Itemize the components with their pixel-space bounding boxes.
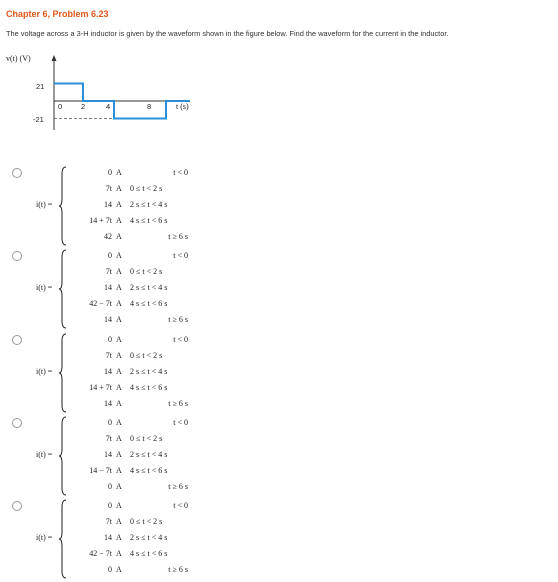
piecewise-row xyxy=(60,450,210,466)
current-unit: A xyxy=(116,283,122,292)
current-function-label: i(t) = xyxy=(36,533,53,542)
time-condition: t < 0 xyxy=(173,418,188,427)
time-condition: 4 s ≤ t < 6 s xyxy=(130,299,168,308)
current-unit: A xyxy=(116,335,122,344)
piecewise-row xyxy=(60,200,210,216)
y-tick-21: 21 xyxy=(36,82,45,91)
time-condition: 4 s ≤ t < 6 s xyxy=(130,383,168,392)
time-condition: 4 s ≤ t < 6 s xyxy=(130,216,168,225)
time-condition: t < 0 xyxy=(173,251,188,260)
current-expression: 14 xyxy=(104,200,112,209)
current-expression: 0 xyxy=(108,335,112,344)
current-expression: 7t xyxy=(105,351,112,360)
current-unit: A xyxy=(116,549,122,558)
piecewise-row xyxy=(60,232,210,248)
answer-option[interactable] xyxy=(0,164,558,248)
current-expression: 14 xyxy=(104,399,112,408)
piecewise-row xyxy=(60,466,210,482)
time-condition: t < 0 xyxy=(173,168,188,177)
piecewise-row xyxy=(60,482,210,498)
current-unit: A xyxy=(116,367,122,376)
current-function-label: i(t) = xyxy=(36,200,53,209)
time-condition: 0 ≤ t < 2 s xyxy=(130,267,163,276)
current-expression: 0 xyxy=(108,168,112,177)
current-unit: A xyxy=(116,450,122,459)
chapter-problem-title: Chapter 6, Problem 6.23 xyxy=(6,9,109,19)
time-condition: 2 s ≤ t < 4 s xyxy=(130,450,168,459)
current-unit: A xyxy=(116,517,122,526)
y-axis-arrow xyxy=(52,55,57,61)
piecewise-row xyxy=(60,283,210,299)
current-expression: 14 xyxy=(104,533,112,542)
piecewise-row xyxy=(60,184,210,200)
current-expression: 7t xyxy=(105,434,112,443)
current-expression: 14 + 7t xyxy=(89,383,112,392)
option-radio-button[interactable] xyxy=(12,501,22,511)
current-unit: A xyxy=(116,184,122,193)
problem-statement: The voltage across a 3-H inductor is given by the waveform shown in the figure below. Find the waveform for the current in the inductor. xyxy=(6,29,449,38)
piecewise-row xyxy=(60,315,210,331)
current-unit: A xyxy=(116,533,122,542)
current-expression: 14 xyxy=(104,367,112,376)
current-unit: A xyxy=(116,315,122,324)
time-condition: t ≥ 6 s xyxy=(168,232,188,241)
current-unit: A xyxy=(116,418,122,427)
piecewise-row xyxy=(60,335,210,351)
current-unit: A xyxy=(116,434,122,443)
time-condition: 0 ≤ t < 2 s xyxy=(130,434,163,443)
piecewise-row xyxy=(60,399,210,415)
time-condition: 2 s ≤ t < 4 s xyxy=(130,367,168,376)
current-unit: A xyxy=(116,399,122,408)
answer-option[interactable] xyxy=(0,331,558,415)
time-condition: t ≥ 6 s xyxy=(168,399,188,408)
time-condition: 0 ≤ t < 2 s xyxy=(130,184,163,193)
current-unit: A xyxy=(116,232,122,241)
piecewise-row xyxy=(60,251,210,267)
current-unit: A xyxy=(116,383,122,392)
time-condition: 2 s ≤ t < 4 s xyxy=(130,200,168,209)
current-expression: 0 xyxy=(108,482,112,491)
option-radio-button[interactable] xyxy=(12,418,22,428)
option-radio-button[interactable] xyxy=(12,335,22,345)
piecewise-row xyxy=(60,267,210,283)
current-unit: A xyxy=(116,216,122,225)
time-condition: t < 0 xyxy=(173,501,188,510)
x-tick-0: 0 xyxy=(58,102,63,111)
time-condition: 2 s ≤ t < 4 s xyxy=(130,283,168,292)
voltage-waveform-figure xyxy=(0,0,558,150)
piecewise-row xyxy=(60,549,210,565)
time-condition: 4 s ≤ t < 6 s xyxy=(130,549,168,558)
current-expression: 0 xyxy=(108,251,112,260)
answer-option[interactable] xyxy=(0,497,558,581)
current-unit: A xyxy=(116,168,122,177)
current-function-label: i(t) = xyxy=(36,283,53,292)
current-unit: A xyxy=(116,267,122,276)
time-condition: 0 ≤ t < 2 s xyxy=(130,351,163,360)
current-unit: A xyxy=(116,482,122,491)
current-expression: 7t xyxy=(105,517,112,526)
current-expression: 7t xyxy=(105,184,112,193)
y-axis-label: v(t) (V) xyxy=(6,54,31,63)
option-radio-button[interactable] xyxy=(12,168,22,178)
piecewise-row xyxy=(60,216,210,232)
current-unit: A xyxy=(116,565,122,574)
current-unit: A xyxy=(116,299,122,308)
piecewise-row xyxy=(60,565,210,581)
x-axis-label: t (s) xyxy=(176,102,189,111)
current-expression: 0 xyxy=(108,565,112,574)
current-unit: A xyxy=(116,501,122,510)
current-expression: 42 − 7t xyxy=(89,549,112,558)
current-expression: 14 − 7t xyxy=(89,466,112,475)
current-expression: 42 − 7t xyxy=(89,299,112,308)
x-tick-2: 2 xyxy=(81,102,86,111)
piecewise-row xyxy=(60,299,210,315)
answer-option[interactable] xyxy=(0,414,558,498)
current-expression: 14 xyxy=(104,283,112,292)
piecewise-row xyxy=(60,434,210,450)
piecewise-row xyxy=(60,501,210,517)
time-condition: t < 0 xyxy=(173,335,188,344)
current-function-label: i(t) = xyxy=(36,450,53,459)
current-expression: 0 xyxy=(108,418,112,427)
piecewise-row xyxy=(60,533,210,549)
piecewise-row xyxy=(60,367,210,383)
current-expression: 14 xyxy=(104,450,112,459)
option-radio-button[interactable] xyxy=(12,251,22,261)
piecewise-row xyxy=(60,383,210,399)
time-condition: 4 s ≤ t < 6 s xyxy=(130,466,168,475)
time-condition: 2 s ≤ t < 4 s xyxy=(130,533,168,542)
current-expression: 42 xyxy=(104,232,112,241)
current-function-label: i(t) = xyxy=(36,367,53,376)
y-tick-neg21: -21 xyxy=(33,115,44,124)
time-condition: t ≥ 6 s xyxy=(168,482,188,491)
current-expression: 14 + 7t xyxy=(89,216,112,225)
current-expression: 0 xyxy=(108,501,112,510)
time-condition: t ≥ 6 s xyxy=(168,565,188,574)
x-tick-8: 8 xyxy=(147,102,152,111)
piecewise-row xyxy=(60,168,210,184)
current-unit: A xyxy=(116,200,122,209)
current-unit: A xyxy=(116,251,122,260)
current-unit: A xyxy=(116,466,122,475)
time-condition: t ≥ 6 s xyxy=(168,315,188,324)
answer-option[interactable] xyxy=(0,247,558,331)
current-expression: 14 xyxy=(104,315,112,324)
piecewise-row xyxy=(60,517,210,533)
current-unit: A xyxy=(116,351,122,360)
x-tick-4: 4 xyxy=(106,102,111,111)
piecewise-row xyxy=(60,351,210,367)
piecewise-row xyxy=(60,418,210,434)
current-expression: 7t xyxy=(105,267,112,276)
time-condition: 0 ≤ t < 2 s xyxy=(130,517,163,526)
